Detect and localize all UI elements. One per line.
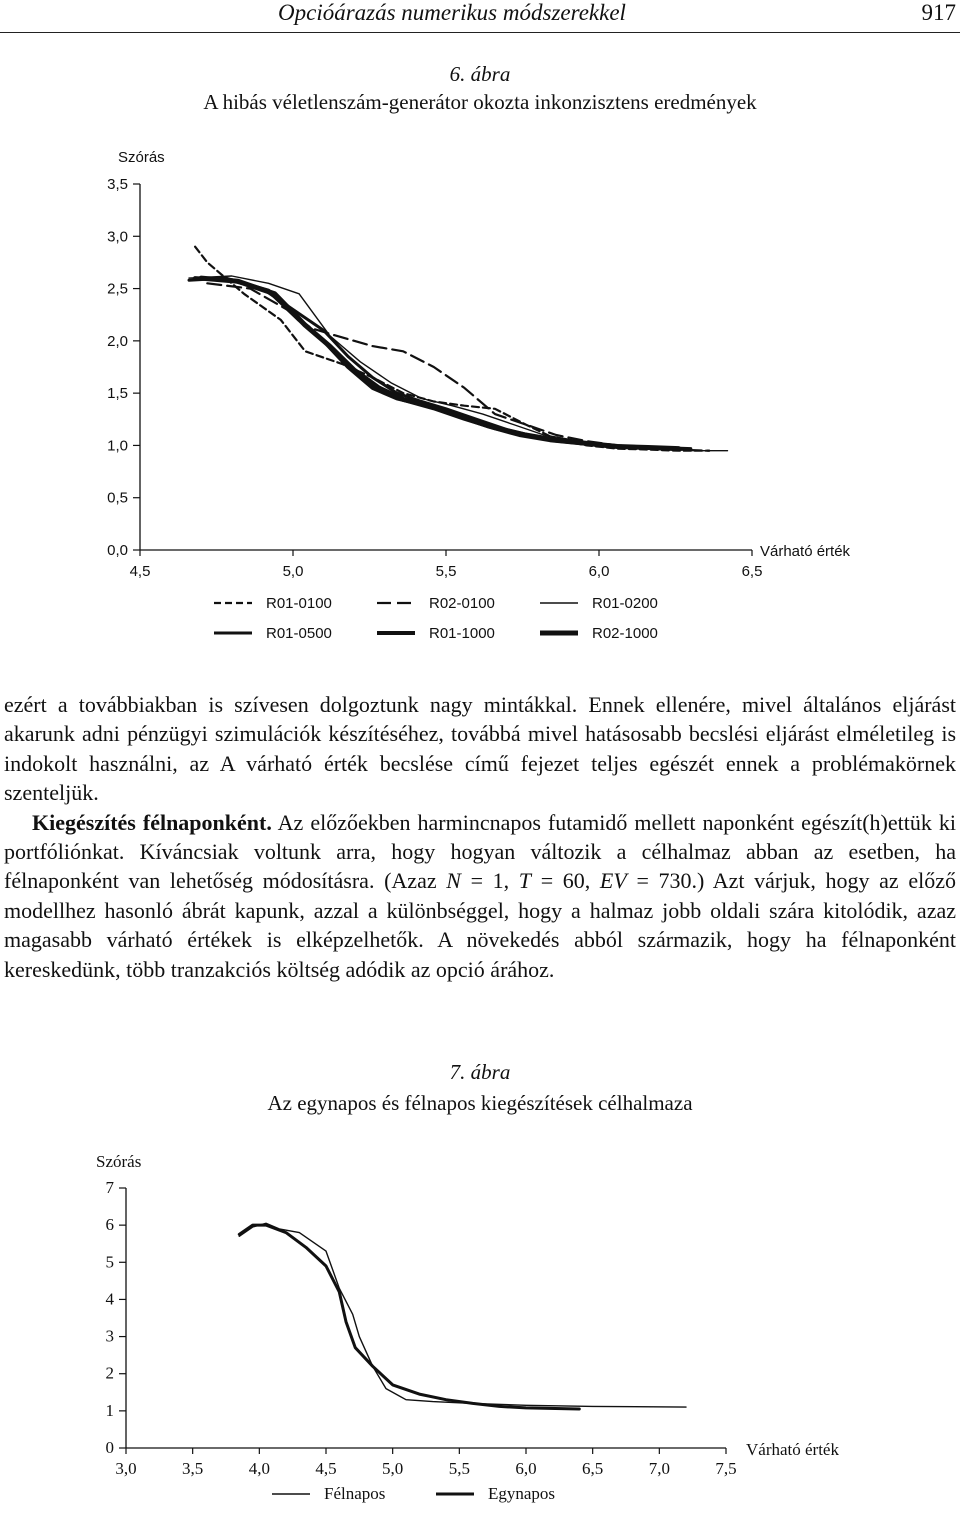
eq-2: = 60, <box>531 868 600 894</box>
paragraph-2 <box>4 808 956 984</box>
y-tick-label: 0 <box>105 1438 114 1457</box>
y-tick-label: 3,0 <box>107 228 128 246</box>
y-tick-label: 2,5 <box>107 280 128 298</box>
y-tick-label: 2,0 <box>107 332 128 350</box>
figure-6-number: 6. ábra <box>449 62 511 86</box>
math-N: N <box>446 868 461 894</box>
series-line-r01-0200 <box>189 276 728 451</box>
series-line-félnapos <box>239 1223 686 1407</box>
math-T: T <box>518 868 532 894</box>
legend-label: Egynapos <box>488 1484 556 1503</box>
x-tick-label: 5,5 <box>448 1459 470 1478</box>
x-tick-label: 4,0 <box>248 1459 270 1478</box>
series-line-r01-1000 <box>195 278 672 449</box>
y-tick-label: 0,0 <box>107 542 128 559</box>
x-tick-label: 5,0 <box>382 1459 404 1478</box>
page-header <box>0 0 960 33</box>
page-number: 917 <box>921 0 956 25</box>
axes <box>107 176 762 580</box>
series-line-egynapos <box>239 1225 579 1409</box>
series-line-r02-0100 <box>207 283 709 450</box>
y-axis-label: Szórás <box>96 1152 142 1171</box>
series-line-r01-0100 <box>195 247 709 451</box>
x-tick-label: 7,5 <box>715 1459 737 1478</box>
legend-label: R01-1000 <box>429 625 495 642</box>
y-tick-label: 0,5 <box>107 489 128 507</box>
y-tick-label: 7 <box>105 1178 114 1197</box>
x-tick-label: 6,5 <box>741 563 763 580</box>
y-tick-label: 1 <box>105 1400 114 1420</box>
y-axis-label: Szórás <box>118 149 165 166</box>
figure-7-title: Az egynapos és félnapos kiegészítések célhalmaza <box>267 1091 693 1115</box>
x-axis-label: Várható érték <box>746 1440 839 1459</box>
x-axis-label: Várható érték <box>760 543 851 560</box>
series-line-r01-0500 <box>189 278 691 449</box>
series-line-r02-1000 <box>201 278 678 449</box>
x-tick-label: 5,5 <box>435 563 457 580</box>
y-tick-label: 1,5 <box>107 385 128 403</box>
y-tick-label: 6 <box>105 1215 114 1235</box>
x-tick-label: 4,5 <box>129 563 151 580</box>
legend-label: R01-0100 <box>266 595 332 612</box>
y-tick-label: 5 <box>105 1252 114 1272</box>
x-tick-label: 7,0 <box>648 1459 670 1478</box>
series-group <box>239 1223 686 1409</box>
y-tick-label: 3,5 <box>107 176 128 193</box>
paragraph-1: ezért a továbbiakban is szívesen dolgoztunk nagy mintákkal. Ennek ellenére, mivel általános eljárást akarunk adni pénzügyi szimulációk készítéséhez, továbbá mivel hatásosabb becslési eljárást elméletileg is indokolt használni, az A várható érték becslése című fejezet teljes egészét ennek a problémakörnek szenteljük. <box>4 692 956 806</box>
x-tick-label: 5,0 <box>282 563 304 580</box>
y-tick-label: 4 <box>105 1289 114 1309</box>
paragraph-2-heading: Kiegészítés félnaponként. <box>32 809 272 835</box>
x-tick-label: 6,5 <box>582 1459 604 1478</box>
legend-label: R01-0200 <box>592 595 658 612</box>
math-EV: EV <box>599 868 627 894</box>
paragraph-2-text-b: = 730.) Azt várjuk, hogy az előző modellhez hasonló ábrát kapunk, azzal a különbséggel, hogy a halmaz jobb oldali szára kitolódik, azaz magasabb várható értékek is elképzelhetők. A növekedés abból származik, hogy ha félnaponként kereskedünk, több tranzakciós költség adódik az opció árához. <box>4 868 956 982</box>
legend-label: R02-0100 <box>429 595 495 612</box>
paragraph-2-text-a: Az előzőekben harmincnapos futamidő mellett naponként egészít(h)ettük ki portfóliónkat. Kíváncsiak voltunk arra, hogy hogyan változik a célhalmaz abban az esetben, ha félnaponként van lehetőség módosításra. (Azaz <box>4 809 956 894</box>
body-text <box>4 690 956 984</box>
x-tick-label: 3,5 <box>182 1459 204 1478</box>
figure-7-number: 7. ábra <box>449 1060 511 1084</box>
x-tick-label: 4,5 <box>315 1459 337 1478</box>
legend-label: R02-1000 <box>592 625 658 642</box>
y-tick-label: 3 <box>105 1326 114 1346</box>
legend-label: Félnapos <box>324 1484 386 1503</box>
running-title: Opcióárazás numerikus módszerekkel <box>278 0 626 25</box>
x-tick-label: 6,0 <box>515 1459 537 1478</box>
legend <box>214 595 658 642</box>
eq-1: = 1, <box>460 868 519 894</box>
y-tick-label: 2 <box>105 1363 114 1383</box>
legend-label: R01-0500 <box>266 625 332 642</box>
series-group <box>189 247 728 451</box>
y-tick-label: 1,0 <box>107 437 128 455</box>
axes <box>106 1178 737 1478</box>
x-tick-label: 6,0 <box>588 563 610 580</box>
figure-7-chart <box>0 1136 960 1516</box>
legend <box>272 1484 555 1503</box>
figure-6-chart <box>0 140 960 660</box>
figure-6-title: A hibás véletlenszám-generátor okozta inkonzisztens eredmények <box>203 90 757 114</box>
x-tick-label: 3,0 <box>115 1459 137 1478</box>
